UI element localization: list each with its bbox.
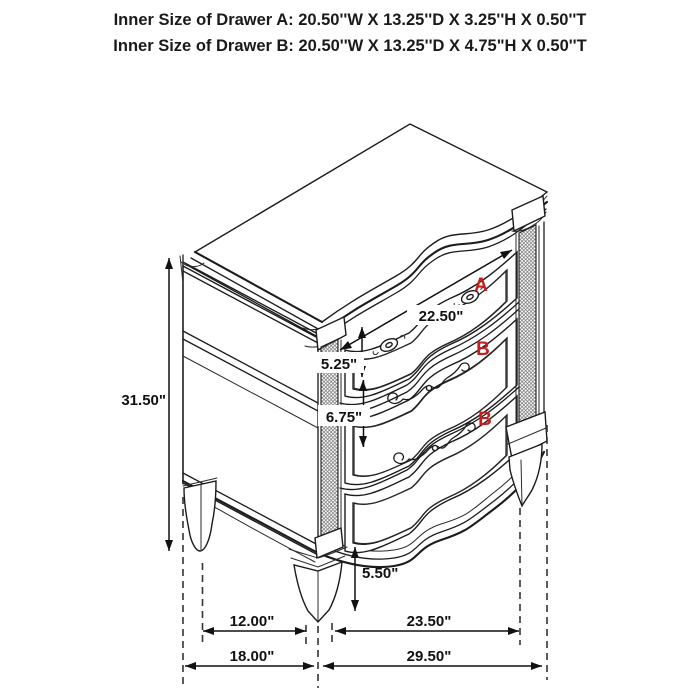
dim-overall-height-text: 31.50" (121, 392, 166, 409)
drawer-b1-label: B (476, 339, 490, 360)
drawer-a-inner-size-text: Inner Size of Drawer A: 20.50''W X 13.25''D X 3.25''H X 0.50''T (113, 11, 587, 29)
header (113, 11, 586, 55)
drawer-b2-label: B (478, 409, 492, 430)
dim-overall-height (121, 258, 173, 551)
dim-overall-width-text: 29.50" (406, 648, 452, 665)
dim-width-between-legs-text: 23.50" (406, 613, 452, 630)
front-right-leg (506, 412, 547, 506)
dim-depth-between-legs (203, 613, 306, 635)
dim-leg-height (351, 547, 398, 611)
dim-drawer-b-opening-text: 6.75" (325, 409, 363, 426)
dim-overall-depth-text: 18.00" (229, 648, 275, 665)
drawer-a-label: A (474, 275, 488, 296)
dim-depth-between-legs-text: 12.00" (229, 613, 275, 630)
back-left-leg (183, 478, 217, 551)
dim-width-between-legs (335, 613, 519, 635)
front-center-leg (289, 547, 347, 622)
dim-overall-width (323, 648, 542, 670)
dim-leg-height-text: 5.50" (362, 565, 399, 582)
dim-drawer-a-opening-text: 5.25" (320, 356, 358, 373)
dim-drawer-width-text: 22.50" (418, 308, 464, 325)
dim-overall-depth (185, 648, 314, 670)
drawer-b-inner-size-text: Inner Size of Drawer B: 20.50''W X 13.25''D X 4.75"H X 0.50''T (113, 37, 587, 55)
